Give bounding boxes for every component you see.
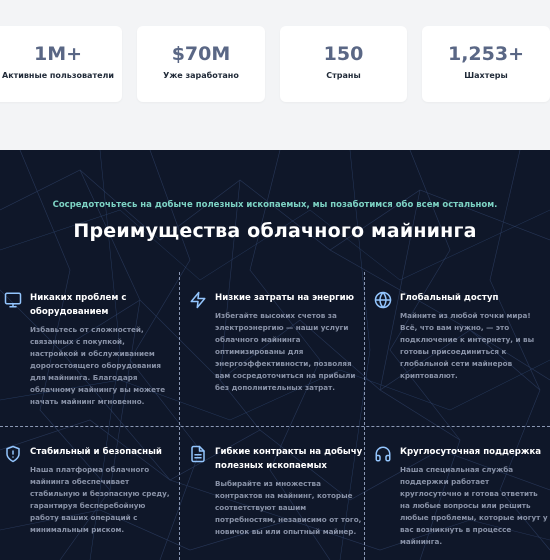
stat-value: 150 <box>323 43 364 65</box>
stat-value: 1M+ <box>33 43 83 65</box>
feature-description: Выбирайте из множества контрактов на майнинг, которые соответствуют вашим потребностям, независимо от того, новичок вы или опытный майнер. <box>215 479 362 536</box>
headset-icon <box>374 445 392 463</box>
monitor-icon <box>4 291 22 309</box>
feature-title: Гибкие контракты на добычу полезных ископаемых <box>215 447 363 471</box>
stats-section <box>0 0 550 150</box>
feature-title: Глобальный доступ <box>400 293 499 303</box>
stat-card-users <box>0 26 122 102</box>
stat-label: Уже заработано <box>163 71 239 80</box>
grid-divider-horizontal <box>0 426 550 427</box>
stat-card-earned <box>137 26 265 102</box>
stat-label: Активные пользователи <box>2 71 114 80</box>
stat-value: $70M <box>171 43 231 65</box>
feature-title: Низкие затраты на энергию <box>215 293 354 303</box>
feature-title: Никаких проблем с оборудованием <box>30 293 127 317</box>
section-tagline: Сосредоточьтесь на добыче полезных ископаемых, мы позаботимся обо всем остальном. <box>52 200 498 210</box>
stat-label: Страны <box>326 71 361 80</box>
feature-description: Наша специальная служба поддержки работает круглосуточно и готова ответить на любые вопросы или решить любые проблемы, которые могут у вас возникнуть в процессе майнинга. <box>400 465 548 546</box>
feature-title: Круглосуточная поддержка <box>400 447 542 457</box>
benefits-section <box>0 150 550 560</box>
grid-divider-vertical-1 <box>179 272 180 560</box>
shield-icon <box>4 445 22 463</box>
feature-title: Стабильный и безопасный <box>30 447 162 457</box>
stat-value: 1,253+ <box>447 43 525 65</box>
stat-card-miners <box>422 26 550 102</box>
section-title: Преимущества облачного майнинга <box>73 220 477 242</box>
feature-description: Избавьтесь от сложностей, связанных с покупкой, настройкой и обслуживанием дорогостоящего оборудования для майнинга. Благодаря облачному майнингу вы можете начать майнинг мгновенно. <box>30 325 166 406</box>
globe-icon <box>374 291 392 309</box>
feature-description: Избегайте высоких счетов за электроэнергию — наши услуги облачного майнинга оптимизированы для энергоэффективности, позволяя вам сосредоточиться на прибыли без дополнительных затрат. <box>215 311 356 392</box>
grid-divider-vertical-2 <box>364 272 365 560</box>
feature-description: Наша платформа облачного майнинга обеспечивает стабильную и безопасную среду, гарантируя бесперебойную работу ваших операций с минимальным риском. <box>30 465 170 534</box>
stat-card-countries <box>280 26 407 102</box>
stat-label: Шахтеры <box>464 71 508 80</box>
lightning-icon <box>189 291 207 309</box>
feature-description: Майните из любой точки мира! Всё, что вам нужно, — это подключение к интернету, и вы готовы присоединиться к глобальной сети майнеров криптовалют. <box>400 311 535 380</box>
document-icon <box>189 445 207 463</box>
